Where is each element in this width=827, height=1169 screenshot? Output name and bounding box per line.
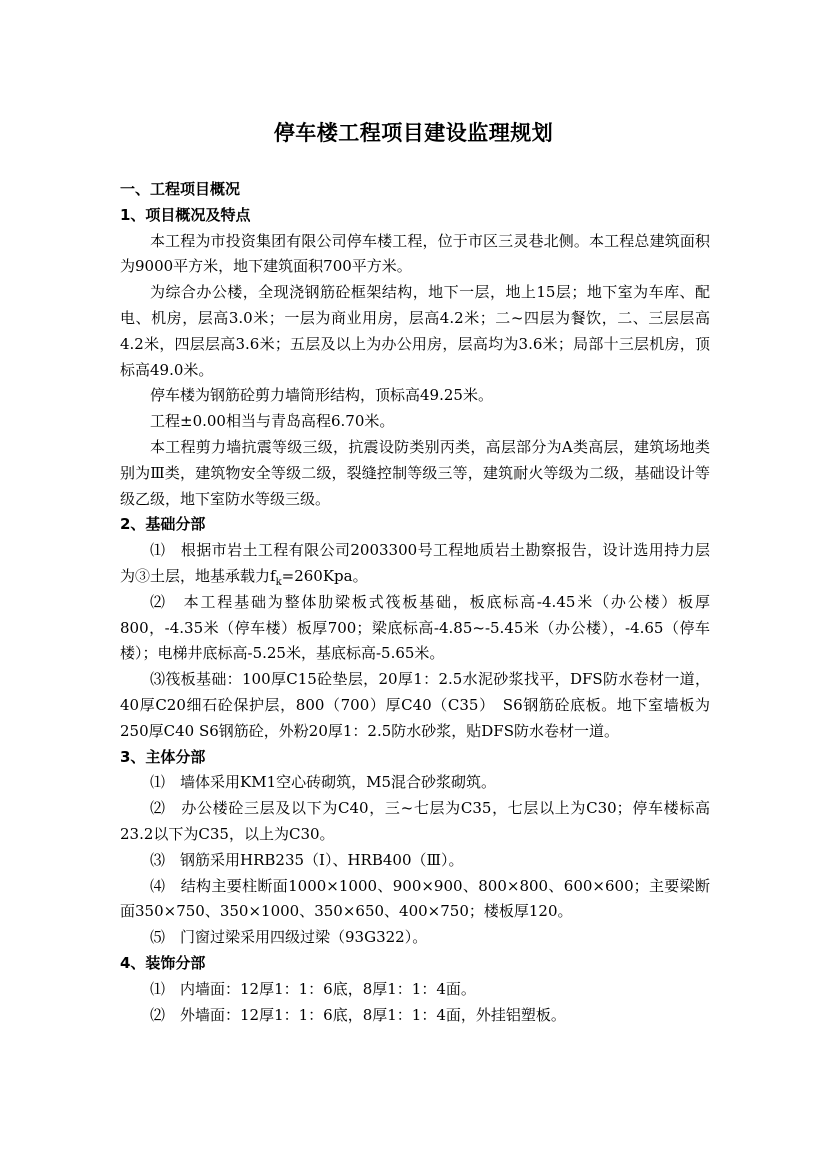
list-item: ⑵ 办公楼砼三层及以下为C40，三~七层为C35，七层以上为C30；停车楼标高23.2以下为C35，以上为C30。 — [120, 799, 710, 843]
paragraph: 本工程剪力墙抗震等级三级，抗震设防类别丙类，高层部分为A类高层，建筑场地类别为Ⅲ类，建筑物安全等级二级，裂缝控制等级三等，建筑耐火等级为二级，基础设计等级乙级，地下室防水等级三级。 — [120, 437, 710, 508]
list-item-text: ⑴ 根据市岩土工程有限公司2003300号工程地质岩土勘察报告，设计选用持力层为③土层，地基承载力f — [120, 541, 710, 585]
subsection-heading-3: 3、主体分部 — [120, 747, 206, 766]
document-body — [120, 177, 710, 1028]
section-heading-overview: 一、工程项目概况 — [120, 180, 241, 198]
list-item: ⑵ 本工程基础为整体肋梁板式筏板基础，板底标高-4.45米（办公楼）板厚800，-4.35米（停车楼）板厚700；梁底标高-4.85~-5.45米（办公楼），-4.65（停车楼）；电梯井底标高-5.25米，基底标高-5.65米。 — [120, 592, 710, 663]
subsection-heading-1: 1、项目概况及特点 — [120, 205, 251, 224]
list-item: ⑶ 钢筋采用HRB235（Ⅰ）、HRB400（Ⅲ）。 — [150, 850, 464, 869]
list-item: ⑵ 外墙面：12厚1：1：6底，8厚1：1：4面，外挂铝塑板。 — [150, 1005, 566, 1024]
paragraph: 工程±0.00相当与青岛高程6.70米。 — [150, 412, 395, 431]
document-title: 停车楼工程项目建设监理规划 — [273, 121, 554, 145]
list-item: ⑴ 墙体采用KM1空心砖砌筑，M5混合砂浆砌筑。 — [150, 773, 497, 792]
paragraph: 本工程为市投资集团有限公司停车楼工程，位于市区三灵巷北侧。本工程总建筑面积为9000平方米，地下建筑面积700平方米。 — [120, 231, 710, 276]
subsection-heading-4: 4、装饰分部 — [120, 953, 206, 972]
list-item: ⑶筏板基础：100厚C15砼垫层，20厚1：2.5水泥砂浆找平，DFS防水卷材一道，40厚C20细石砼保护层，800（700）厚C40（C35） S6钢筋砼底板。地下室墙板为250厚C40 S6钢筋砼，外粉20厚1：2.5防水砂浆，贴DFS防水卷材一道。 — [120, 670, 710, 740]
list-item: ⑸ 门窗过梁采用四级过梁（93G322）。 — [150, 928, 428, 947]
paragraph: 停车楼为钢筋砼剪力墙筒形结构，顶标高49.25米。 — [150, 386, 493, 405]
list-item — [120, 538, 710, 590]
list-item: ⑴ 内墙面：12厚1：1：6底，8厚1：1：4面。 — [150, 979, 476, 998]
subscript: k — [275, 576, 282, 588]
subsection-heading-2: 2、基础分部 — [120, 515, 206, 534]
list-item: ⑷ 结构主要柱断面1000×1000、900×900、800×800、600×600；主要梁断面350×750、350×1000、350×650、400×750；楼板厚120。 — [120, 876, 710, 921]
list-item-text: =260Kpa。 — [281, 566, 368, 585]
paragraph: 为综合办公楼，全现浇钢筋砼框架结构，地下一层，地上15层；地下室为车库、配电、机房，层高3.0米；一层为商业用房，层高4.2米；二~四层为餐饮，二、三层层高4.2米，四层层高3.6米；五层及以上为办公用房，层高均为3.6米；局部十三层机房，顶标高49.0米。 — [120, 283, 710, 379]
